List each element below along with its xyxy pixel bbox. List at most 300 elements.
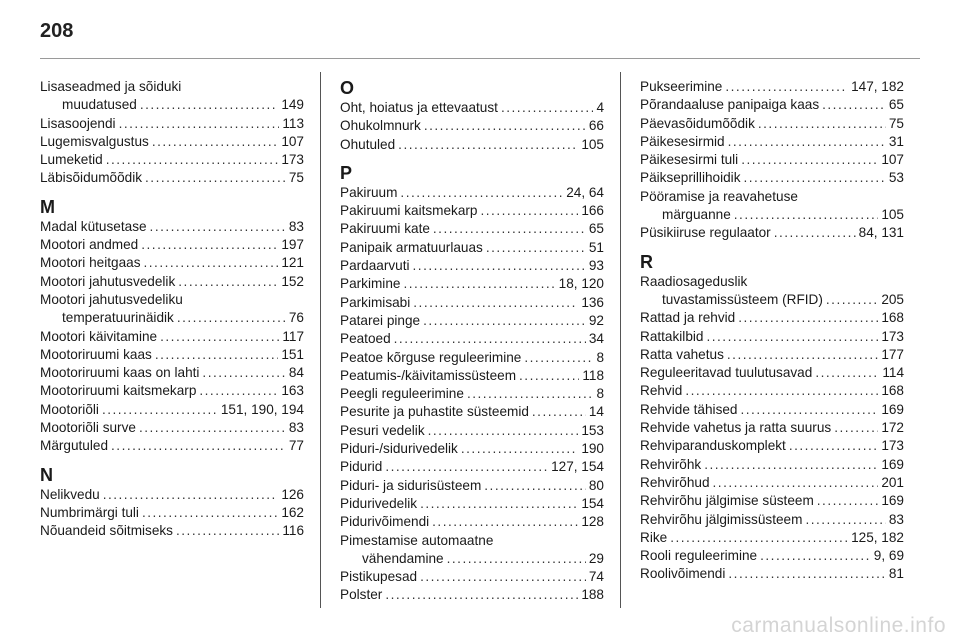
dot-leader xyxy=(822,96,886,114)
index-entry-pages: 65 xyxy=(888,97,904,113)
dot-leader xyxy=(738,309,878,327)
index-entry xyxy=(640,492,904,510)
index-entry-pages: 197 xyxy=(281,237,304,253)
index-entry-term: Püsikiiruse regulaator xyxy=(640,225,771,241)
dot-leader xyxy=(139,419,286,437)
dot-leader xyxy=(432,513,578,531)
dot-leader xyxy=(727,346,878,364)
dot-leader xyxy=(155,346,279,364)
index-entry-row xyxy=(340,586,604,604)
index-entry-row xyxy=(640,169,904,187)
index-entry-pages: 128 xyxy=(581,514,604,530)
index-entry-pages: 75 xyxy=(288,170,304,186)
dot-leader xyxy=(142,504,278,522)
index-entry-term: Peatumis-/käivitamissüsteem xyxy=(340,367,517,383)
index-entry xyxy=(340,220,604,238)
index-entry xyxy=(40,273,304,291)
page-number: 208 xyxy=(40,20,74,42)
header-rule xyxy=(40,58,920,59)
index-entry xyxy=(340,294,604,312)
index-entry-term: Rattakilbid xyxy=(640,328,704,344)
dot-leader xyxy=(144,254,279,272)
index-entry-term-line1: Mootori jahutusvedeliku xyxy=(40,291,183,307)
index-entry xyxy=(640,188,904,225)
dot-leader xyxy=(728,565,885,583)
index-entry-row xyxy=(40,169,304,187)
index-entry-row xyxy=(640,133,904,151)
index-entry-pages: 83 xyxy=(288,218,304,234)
index-entry-pages: 8 xyxy=(596,386,604,402)
dot-leader xyxy=(177,309,286,327)
dot-leader xyxy=(815,364,879,382)
index-entry xyxy=(340,495,604,513)
index-entry-term: Pistikupesad xyxy=(340,569,418,585)
index-entry-term: Nõuandeid sõitmiseks xyxy=(40,523,173,539)
index-entry xyxy=(340,440,604,458)
index-entry-row xyxy=(640,419,904,437)
index-entry-row xyxy=(340,422,604,440)
index-entry-term: Pakiruumi kaitsmekarp xyxy=(340,203,478,219)
index-entry-pages: 114 xyxy=(882,365,904,381)
index-entry xyxy=(40,437,304,455)
index-entry-term: Reguleeritavad tuulutusavad xyxy=(640,365,813,381)
index-entry-pages: 107 xyxy=(881,152,904,168)
index-entry-term: Mootori andmed xyxy=(40,237,139,253)
index-entry-row xyxy=(640,78,904,96)
index-entry-pages: 125, 182 xyxy=(851,529,904,545)
index-entry-row xyxy=(640,529,904,547)
index-entry-pages: 51 xyxy=(588,239,604,255)
index-entry-term: Rehviparanduskomplekt xyxy=(640,438,786,454)
index-entry xyxy=(640,328,904,346)
index-entry xyxy=(40,151,304,169)
index-entry-pages: 75 xyxy=(888,115,904,131)
dot-leader xyxy=(744,169,886,187)
index-entry xyxy=(640,547,904,565)
index-entry xyxy=(640,133,904,151)
index-entry-term: Numbrimärgi tuli xyxy=(40,504,139,520)
dot-leader xyxy=(428,422,579,440)
index-entry-row xyxy=(640,151,904,169)
index-entry-term: Rehvirõhk xyxy=(640,456,702,472)
index-entry-pages: 105 xyxy=(581,136,604,152)
index-entry xyxy=(640,346,904,364)
dot-leader xyxy=(102,401,218,419)
dot-leader xyxy=(524,349,593,367)
index-entry-term: Mootori heitgaas xyxy=(40,255,141,271)
index-entry xyxy=(640,474,904,492)
index-entry-term-line1: Pimestamise automaatne xyxy=(340,532,494,548)
index-entry xyxy=(340,184,604,202)
index-entry-row xyxy=(340,99,604,117)
index-entry-pages: 84 xyxy=(288,365,304,381)
index-entry-row xyxy=(340,513,604,531)
index-entry-row xyxy=(340,349,604,367)
dot-leader xyxy=(403,275,555,293)
index-entry xyxy=(40,382,304,400)
index-entry-term: Mootoriõli xyxy=(40,401,99,417)
index-entry xyxy=(340,532,604,569)
index-entry-row xyxy=(340,550,604,568)
dot-leader xyxy=(817,492,879,510)
column-divider-2 xyxy=(620,72,621,608)
dot-leader xyxy=(152,133,279,151)
index-entry-term: Ohukolmnurk xyxy=(340,118,421,134)
index-entry-term: Päikesesirmid xyxy=(640,133,725,149)
index-entry-term: Pidurivõimendi xyxy=(340,514,430,530)
dot-leader xyxy=(789,437,878,455)
index-entry-term: Peatoe kõrguse reguleerimine xyxy=(340,349,522,365)
index-entry-pages: 201 xyxy=(881,474,904,490)
index-entry xyxy=(640,96,904,114)
index-entry-row xyxy=(40,254,304,272)
index-entry-pages: 77 xyxy=(288,438,304,454)
index-entry-term: Rehvirõhu jälgimise süsteem xyxy=(640,493,814,509)
index-entry-row xyxy=(640,328,904,346)
index-entry-row xyxy=(40,115,304,133)
index-entry xyxy=(340,513,604,531)
index-entry-row xyxy=(40,504,304,522)
index-column-2 xyxy=(340,78,604,605)
index-entry-term: Lumeketid xyxy=(40,152,103,168)
index-entry xyxy=(640,511,904,529)
index-entry-pages: 151 xyxy=(281,346,304,362)
index-entry-term: Läbisõidumõõdik xyxy=(40,170,143,186)
index-entry xyxy=(40,419,304,437)
index-entry xyxy=(340,568,604,586)
index-entry-term: Rattad ja rehvid xyxy=(640,310,736,326)
index-entry-row xyxy=(640,115,904,133)
dot-leader xyxy=(704,456,878,474)
index-entry xyxy=(40,504,304,522)
dot-leader xyxy=(385,586,578,604)
index-entry xyxy=(640,169,904,187)
index-entry-pages: 168 xyxy=(881,383,904,399)
index-entry-term: Mootoriruumi kaitsmekarp xyxy=(40,383,197,399)
index-entry xyxy=(640,151,904,169)
index-entry xyxy=(40,328,304,346)
index-entry-pages: 166 xyxy=(581,203,604,219)
index-entry-row xyxy=(40,151,304,169)
index-entry xyxy=(340,349,604,367)
index-entry-term: Ohutuled xyxy=(340,136,396,152)
index-entry-row xyxy=(340,202,604,220)
index-entry-row xyxy=(640,382,904,400)
index-entry-term: Polster xyxy=(340,587,383,603)
index-entry xyxy=(340,202,604,220)
index-entry xyxy=(640,115,904,133)
index-entry-term: Pesuri vedelik xyxy=(340,422,425,438)
index-entry-term: Oht, hoiatus ja ettevaatust xyxy=(340,100,498,115)
dot-leader xyxy=(150,218,286,236)
index-entry-term: Päikseprillihoidik xyxy=(640,170,741,186)
column-divider-1 xyxy=(320,72,321,608)
dot-leader xyxy=(119,115,280,133)
dot-leader xyxy=(178,273,278,291)
index-entry-pages: 65 xyxy=(588,221,604,237)
index-entry-term: Rike xyxy=(640,529,668,545)
index-entry xyxy=(640,224,904,242)
index-entry-row xyxy=(640,401,904,419)
index-entry-term: Ratta vahetus xyxy=(640,346,724,362)
dot-leader xyxy=(160,328,279,346)
dot-leader xyxy=(670,529,848,547)
index-entry-term: Mootoriõli surve xyxy=(40,420,136,436)
index-entry-pages: 76 xyxy=(288,310,304,326)
index-entry-pages: 31 xyxy=(888,133,904,149)
dot-leader xyxy=(481,202,579,220)
dot-leader xyxy=(532,403,586,421)
index-entry-pages: 113 xyxy=(282,115,304,131)
index-entry xyxy=(640,419,904,437)
index-entry-row xyxy=(40,401,304,419)
index-entry-term: Mootoriruumi kaas xyxy=(40,346,152,362)
index-entry-term: Lugemisvalgustus xyxy=(40,133,149,149)
index-entry-row xyxy=(640,206,904,224)
index-entry xyxy=(40,115,304,133)
index-entry-row xyxy=(340,275,604,293)
index-entry-term: Pukseerimine xyxy=(640,79,723,94)
index-entry-term: märguanne xyxy=(662,207,731,223)
index-entry-pages: 127, 154 xyxy=(551,459,604,475)
dot-leader xyxy=(519,367,579,385)
index-entry-pages: 154 xyxy=(581,495,604,511)
index-entry-pages: 92 xyxy=(588,312,604,328)
index-entry-row xyxy=(640,547,904,565)
index-entry xyxy=(340,330,604,348)
index-entry-row xyxy=(340,385,604,403)
index-entry xyxy=(40,169,304,187)
index-entry-row xyxy=(340,312,604,330)
index-entry-term: Parkimine xyxy=(340,276,401,292)
index-entry-pages: 4 xyxy=(596,100,604,115)
dot-leader xyxy=(420,495,578,513)
index-entry-row xyxy=(640,492,904,510)
dot-leader xyxy=(734,206,879,224)
index-entry-term: Parkimisabi xyxy=(340,294,411,310)
dot-leader xyxy=(394,330,586,348)
dot-leader xyxy=(103,486,279,504)
index-entry-row xyxy=(640,474,904,492)
index-entry-pages: 173 xyxy=(281,152,304,168)
dot-leader xyxy=(728,133,886,151)
index-entry xyxy=(40,236,304,254)
watermark: carmanualsonline.info xyxy=(731,614,946,637)
index-entry xyxy=(340,367,604,385)
dot-leader xyxy=(413,294,578,312)
index-column-3 xyxy=(640,78,904,584)
index-entry-pages: 74 xyxy=(588,569,604,585)
index-entry-row xyxy=(40,96,304,114)
index-entry-pages: 149 xyxy=(281,97,304,113)
index-entry-term: tuvastamissüsteem (RFID) xyxy=(662,291,823,307)
dot-leader xyxy=(725,78,848,96)
dot-leader xyxy=(106,151,279,169)
index-entry-term: Pidurid xyxy=(340,459,383,475)
index-entry xyxy=(40,254,304,272)
dot-leader xyxy=(145,169,286,187)
index-entry-pages: 24, 64 xyxy=(566,184,604,200)
index-entry xyxy=(340,99,604,117)
index-letter-heading: N xyxy=(40,464,53,485)
index-entry xyxy=(340,275,604,293)
dot-leader xyxy=(501,99,594,117)
index-entry-pages: 8 xyxy=(596,349,604,365)
index-entry-term: Madal kütusetase xyxy=(40,218,147,234)
index-entry-term: Pidurivedelik xyxy=(340,495,418,511)
index-entry-row xyxy=(40,522,304,540)
dot-leader xyxy=(420,568,586,586)
index-entry-term-line1: Pööramise ja reavahetuse xyxy=(640,188,798,204)
dot-leader xyxy=(176,522,279,540)
index-entry-row xyxy=(340,239,604,257)
dot-leader xyxy=(111,437,286,455)
index-entry-term: Patarei pinge xyxy=(340,312,421,328)
dot-leader xyxy=(423,312,586,330)
index-entry-term: Põrandaaluse panipaiga kaas xyxy=(640,97,820,113)
index-entry-row xyxy=(640,565,904,583)
index-entry-row xyxy=(340,117,604,135)
index-entry-row xyxy=(340,184,604,202)
index-entry-pages: 117 xyxy=(282,328,304,344)
index-entry-pages: 66 xyxy=(588,118,604,134)
index-entry xyxy=(640,309,904,327)
index-entry-term-line1: Lisaseadmed ja sõiduki xyxy=(40,79,182,94)
index-entry-term: Päikesesirmi tuli xyxy=(640,152,739,168)
index-entry-row xyxy=(340,440,604,458)
index-entry xyxy=(340,257,604,275)
index-entry-row xyxy=(40,236,304,254)
index-entry-row xyxy=(40,346,304,364)
index-entry-term: Piduri-/sidurivedelik xyxy=(340,441,458,457)
index-entry-row xyxy=(40,133,304,151)
index-entry xyxy=(40,291,304,328)
index-entry-row xyxy=(640,511,904,529)
index-entry-pages: 93 xyxy=(588,258,604,274)
dot-leader xyxy=(706,328,878,346)
index-entry-pages: 121 xyxy=(281,255,304,271)
index-entry-row xyxy=(40,218,304,236)
index-entry-term: Peatoed xyxy=(340,331,391,347)
index-entry-term: Päevasõidumõõdik xyxy=(640,115,755,131)
dot-leader xyxy=(385,458,548,476)
index-entry-row xyxy=(40,419,304,437)
dot-leader xyxy=(398,136,578,154)
dot-leader xyxy=(202,364,285,382)
dot-leader xyxy=(741,151,878,169)
index-entry xyxy=(640,382,904,400)
index-entry-row xyxy=(340,294,604,312)
index-entry-row xyxy=(640,456,904,474)
dot-leader xyxy=(486,239,586,257)
index-entry-pages: 172 xyxy=(881,420,904,436)
index-entry-pages: 83 xyxy=(888,511,904,527)
index-entry-term: Rehvirõhu jälgimissüsteem xyxy=(640,511,803,527)
dot-leader xyxy=(467,385,594,403)
index-entry-term: Pakiruum xyxy=(340,184,398,200)
index-entry xyxy=(640,401,904,419)
index-entry-term: vähendamine xyxy=(362,550,444,566)
index-entry-pages: 190 xyxy=(581,441,604,457)
index-entry-term: Pakiruumi kate xyxy=(340,221,430,237)
index-entry xyxy=(340,403,604,421)
dot-leader xyxy=(826,291,878,309)
index-entry-pages: 152 xyxy=(281,273,304,289)
index-entry xyxy=(40,522,304,540)
index-entry xyxy=(340,422,604,440)
index-letter-heading: O xyxy=(340,78,355,98)
index-entry-term-line1: Raadiosageduslik xyxy=(640,273,748,289)
index-entry-row xyxy=(40,486,304,504)
index-entry-pages: 29 xyxy=(588,550,604,566)
index-entry-row xyxy=(40,437,304,455)
index-entry xyxy=(340,458,604,476)
index-entry-term: Rehvirõhud xyxy=(640,474,710,490)
index-entry-term: temperatuurinäidik xyxy=(62,310,174,326)
dot-leader xyxy=(433,220,586,238)
dot-leader xyxy=(424,117,586,135)
index-entry xyxy=(340,239,604,257)
index-entry xyxy=(640,437,904,455)
index-entry-pages: 118 xyxy=(582,367,604,383)
index-entry-pages: 169 xyxy=(881,456,904,472)
index-entry-row xyxy=(40,273,304,291)
index-entry xyxy=(340,586,604,604)
index-entry-pages: 162 xyxy=(281,504,304,520)
index-entry-row xyxy=(640,346,904,364)
index-entry-term: Rehvide vahetus ja ratta suurus xyxy=(640,420,832,436)
dot-leader xyxy=(413,257,586,275)
index-entry-row xyxy=(640,291,904,309)
index-entry-term: Mootori jahutusvedelik xyxy=(40,273,176,289)
index-entry-row xyxy=(640,309,904,327)
index-entry-pages: 53 xyxy=(888,170,904,186)
dot-leader xyxy=(199,382,278,400)
dot-leader xyxy=(774,224,856,242)
index-entry xyxy=(340,312,604,330)
index-entry-pages: 177 xyxy=(881,346,904,362)
index-entry-pages: 169 xyxy=(881,401,904,417)
index-entry-row xyxy=(340,136,604,154)
index-entry-row xyxy=(340,477,604,495)
dot-leader xyxy=(758,115,886,133)
index-entry-pages: 34 xyxy=(588,331,604,347)
index-entry-pages: 9, 69 xyxy=(873,548,904,564)
index-entry-pages: 151, 190, 194 xyxy=(220,401,304,417)
index-entry xyxy=(640,565,904,583)
index-entry-row xyxy=(40,364,304,382)
index-entry xyxy=(40,218,304,236)
index-entry-row xyxy=(340,403,604,421)
index-entry-term: Peegli reguleerimine xyxy=(340,386,464,402)
index-entry-term: Piduri- ja sidurisüsteem xyxy=(340,477,482,493)
index-entry-row xyxy=(340,257,604,275)
index-entry xyxy=(640,364,904,382)
index-entry xyxy=(40,401,304,419)
index-entry-row xyxy=(340,495,604,513)
index-entry-term: Märgutuled xyxy=(40,438,109,454)
index-entry-pages: 188 xyxy=(581,587,604,603)
index-entry-term: muudatused xyxy=(62,97,137,113)
index-entry xyxy=(340,117,604,135)
dot-leader xyxy=(741,401,879,419)
index-entry-term: Pesurite ja puhastite süsteemid xyxy=(340,404,529,420)
index-entry-term: Mootori käivitamine xyxy=(40,328,158,344)
index-entry-term: Pardaarvuti xyxy=(340,258,410,274)
dot-leader xyxy=(834,419,878,437)
index-entry xyxy=(40,486,304,504)
index-entry-pages: 126 xyxy=(281,486,304,502)
